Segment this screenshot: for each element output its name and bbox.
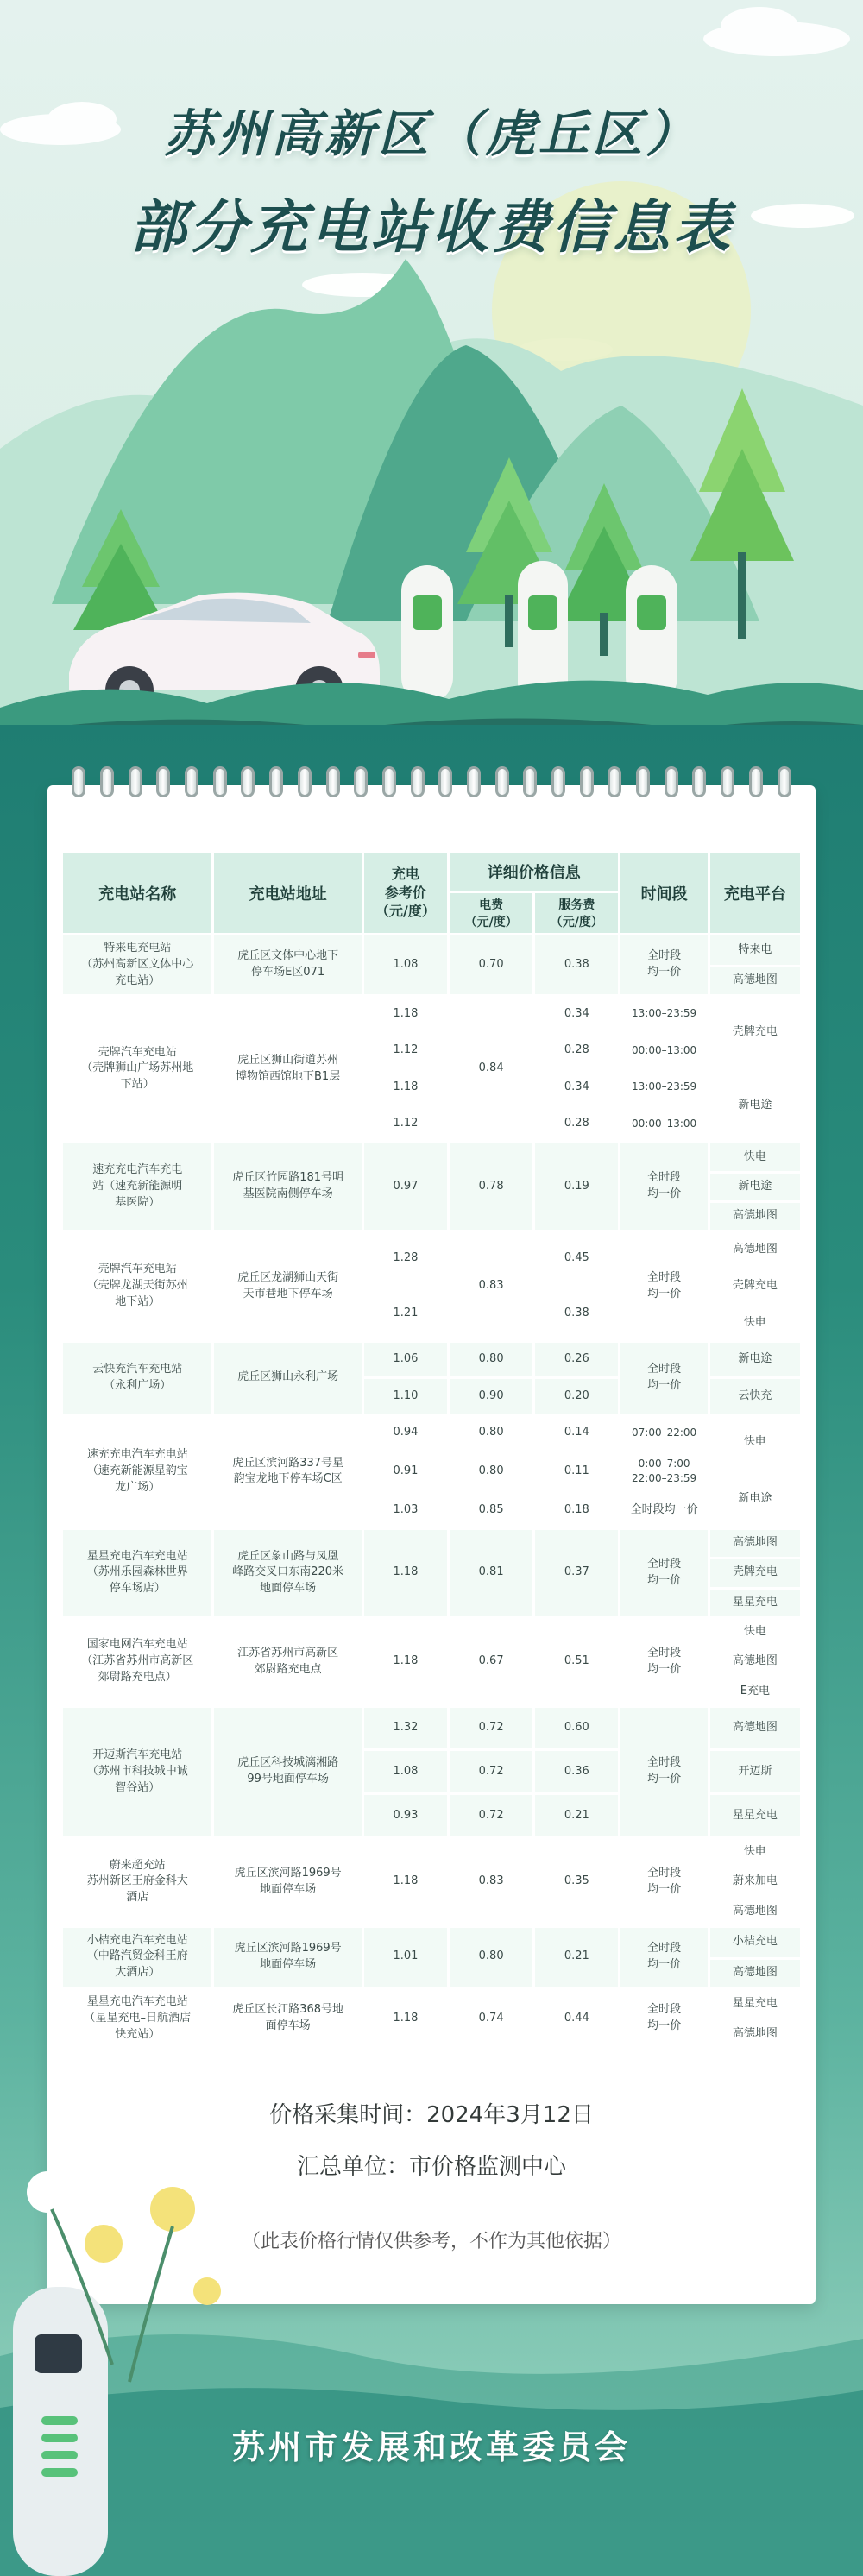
ref-price: 1.18 [364,1070,447,1105]
station-name: 壳牌汽车充电站 （壳牌狮山广场苏州地 下站） [63,997,211,1141]
time-period: 0:00–7:00 22:00–23:59 [620,1452,707,1490]
time-period: 全时段 均一价 [620,935,707,994]
charging-platform: 高德地图 [710,1203,800,1230]
charging-platform: E充电 [710,1678,800,1704]
station-name: 星星充电汽车充电站 （星星充电–日航酒店 快充站） [63,1989,211,2048]
elec-price: 0.80 [450,1452,532,1490]
charging-platform: 高德地图 [710,1232,800,1267]
time-period: 全时段 均一价 [620,1619,707,1705]
table-row [63,935,800,965]
binder-ring [354,766,368,797]
table-row [63,1530,800,1557]
ref-price: 1.12 [364,1107,447,1142]
binder-ring [269,766,283,797]
binder-ring [213,766,227,797]
binder-rings [47,766,816,801]
binder-ring [778,766,791,797]
charging-platform: 高德地图 [710,1530,800,1557]
time-period: 13:00–23:59 [620,997,707,1031]
binder-ring [721,766,734,797]
charging-platform: 小桔充电 [710,1928,800,1957]
service-price: 0.28 [535,1034,618,1068]
ref-price: 1.32 [364,1708,447,1749]
col-header-service: 服务费 （元/度） [535,893,618,933]
charging-platform: 快电 [710,1306,800,1340]
station-address: 虎丘区科技城漓湘路 99号地面停车场 [214,1708,361,1836]
page-title-line1: 苏州高新区（虎丘区） [163,104,699,163]
page-title-line2: 部分充电站收费信息表 [129,194,734,261]
elec-price: 0.84 [450,997,532,1141]
ref-price: 0.97 [364,1143,447,1230]
service-price: 0.18 [535,1493,618,1527]
charging-platform: 新电途 [710,1174,800,1200]
station-address: 虎丘区滨河路1969号 地面停车场 [214,1839,361,1925]
service-price: 0.51 [535,1619,618,1705]
binder-ring [580,766,594,797]
service-price: 0.60 [535,1708,618,1749]
ref-price: 1.01 [364,1928,447,1987]
station-address: 江苏省苏州市高新区 郊尉路充电点 [214,1619,361,1705]
elec-price: 0.74 [450,1989,532,2048]
table-row [63,1416,800,1432]
table-row [63,1232,800,1248]
col-header-time: 时间段 [620,853,707,933]
binder-ring [551,766,565,797]
charging-platform: 特来电 [710,935,800,965]
elec-price: 0.70 [450,935,532,994]
col-header-detail: 详细价格信息 [450,853,618,891]
charging-platform: 新电途 [710,1471,800,1527]
time-period: 全时段 均一价 [620,1343,707,1414]
service-price: 0.38 [535,1288,618,1340]
time-period: 13:00–23:59 [620,1070,707,1105]
time-period: 00:00–13:00 [620,1107,707,1142]
station-address: 虎丘区龙湖狮山天街 天市巷地下停车场 [214,1232,361,1340]
charging-platform: 壳牌充电 [710,997,800,1068]
charging-platform: 开迈斯 [710,1751,800,1792]
station-name: 速充充电汽车充电 站（速充新能源明 基医院） [63,1143,211,1230]
elec-price: 0.85 [450,1493,532,1527]
service-price: 0.19 [535,1143,618,1230]
binder-ring [156,766,170,797]
col-header-elec: 电费 （元/度） [450,893,532,933]
ref-price: 1.12 [364,1034,447,1068]
binder-ring [692,766,706,797]
station-name: 蔚来超充站 苏州新区王府金科大 酒店 [63,1839,211,1925]
time-period: 全时段 均一价 [620,1708,707,1836]
binder-ring [636,766,650,797]
station-name: 国家电网汽车充电站 （江苏省苏州市高新区 郊尉路充电点） [63,1619,211,1705]
charging-platform: 新电途 [710,1070,800,1141]
col-header-ref-price: 充电 参考价 （元/度） [364,853,447,933]
elec-price: 0.72 [450,1708,532,1749]
station-name: 星星充电汽车充电站 （苏州乐园森林世界 停车场店） [63,1530,211,1616]
station-name: 壳牌汽车充电站 （壳牌龙湖天街苏州 地下站） [63,1232,211,1340]
service-price: 0.45 [535,1232,618,1285]
charging-platform: 云快充 [710,1379,800,1414]
table-row [63,1839,800,1866]
charging-platform: 高德地图 [710,967,800,994]
charging-platform: 壳牌充电 [710,1559,800,1586]
station-address: 虎丘区长江路368号地 面停车场 [214,1989,361,2048]
charging-platform: 快电 [710,1416,800,1469]
ref-price: 1.21 [364,1288,447,1340]
binder-ring [72,766,85,797]
ref-price: 1.08 [364,935,447,994]
elec-price: 0.72 [450,1751,532,1792]
charging-platform: 高德地图 [710,1648,800,1675]
elec-price: 0.83 [450,1232,532,1340]
station-name: 特来电充电站 （苏州高新区文体中心 充电站） [63,935,211,994]
summary-unit: 汇总单位：市价格监测中心 [296,2154,566,2180]
service-price: 0.37 [535,1530,618,1616]
binder-ring [495,766,509,797]
table-row [63,1708,800,1720]
station-address: 虎丘区狮山永利广场 [214,1343,361,1414]
charging-platform: 星星充电 [710,1590,800,1616]
ref-price: 1.10 [364,1379,447,1414]
organization-name: 苏州市发展和改革委员会 [231,2428,631,2466]
elec-price: 0.83 [450,1839,532,1925]
ref-price: 0.91 [364,1452,447,1490]
table-row [63,1989,800,2019]
station-address: 虎丘区滨河路337号星 韵宝龙地下停车场C区 [214,1416,361,1527]
time-period: 全时段均一价 [620,1493,707,1527]
service-price: 0.21 [535,1795,618,1836]
station-address: 虎丘区文体中心地下 停车场E区071 [214,935,361,994]
station-name: 云快充汽车充电站 （永利广场） [63,1343,211,1414]
service-price: 0.14 [535,1416,618,1451]
table-row [63,1619,800,1646]
service-price: 0.28 [535,1107,618,1142]
time-period: 00:00–13:00 [620,1034,707,1068]
ref-price: 1.18 [364,1989,447,2048]
station-address: 虎丘区狮山街道苏州 博物馆西馆地下B1层 [214,997,361,1141]
charging-platform: 星星充电 [710,1795,800,1836]
station-address: 虎丘区竹园路181号明 基医院南侧停车场 [214,1143,361,1230]
time-period: 全时段 均一价 [620,1928,707,1987]
ref-price: 1.08 [364,1751,447,1792]
col-header-name: 充电站名称 [63,853,211,933]
charging-platform: 高德地图 [710,1898,800,1924]
elec-price: 0.78 [450,1143,532,1230]
charging-platform: 快电 [710,1839,800,1866]
ref-price: 0.94 [364,1416,447,1451]
binder-ring [298,766,312,797]
table-row [63,1343,800,1358]
charging-platform: 快电 [710,1619,800,1646]
binder-ring [438,766,452,797]
elec-price: 0.72 [450,1795,532,1836]
binder-ring [608,766,621,797]
service-price: 0.38 [535,935,618,994]
table-row [63,1143,800,1170]
station-name: 速充充电汽车充电站 （速充新能源星韵宝 龙广场） [63,1416,211,1527]
charging-platform: 蔚来加电 [710,1868,800,1895]
binder-ring [326,766,340,797]
table-row [63,997,800,1012]
charging-platform: 高德地图 [710,1708,800,1749]
station-name: 小桔充电汽车充电站 （中路汽贸金科王府 大酒店） [63,1928,211,1987]
charging-platform: 高德地图 [710,1960,800,1987]
station-name: 开迈斯汽车充电站 （苏州市科技城中诚 智谷站） [63,1708,211,1836]
binder-ring [100,766,114,797]
collect-time: 价格采集时间：2024年3月12日 [269,2102,594,2128]
ref-price: 1.18 [364,1839,447,1925]
service-price: 0.34 [535,1070,618,1105]
table-body [63,935,800,2048]
service-price: 0.44 [535,1989,618,2048]
time-period: 全时段 均一价 [620,1530,707,1616]
station-address: 虎丘区滨河路1969号 地面停车场 [214,1928,361,1987]
ref-price: 0.93 [364,1795,447,1836]
charging-platform: 快电 [710,1143,800,1170]
elec-price: 0.80 [450,1416,532,1451]
elec-price: 0.81 [450,1530,532,1616]
service-price: 0.26 [535,1343,618,1377]
service-price: 0.36 [535,1751,618,1792]
elec-price: 0.80 [450,1928,532,1987]
col-header-address: 充电站地址 [214,853,361,933]
binder-ring [129,766,142,797]
price-table [60,850,803,2050]
station-address: 虎丘区象山路与凤凰 峰路交叉口东南220米 地面停车场 [214,1530,361,1616]
bottom-illustration [0,2157,863,2576]
binder-ring [467,766,481,797]
time-period: 07:00–22:00 [620,1416,707,1451]
table-row [63,1928,800,1957]
binder-ring [523,766,537,797]
ref-price: 1.18 [364,997,447,1031]
time-period: 全时段 均一价 [620,1232,707,1340]
service-price: 0.21 [535,1928,618,1987]
charging-platform: 高德地图 [710,2021,800,2048]
charging-platform: 星星充电 [710,1989,800,2019]
ref-price: 1.03 [364,1493,447,1527]
service-price: 0.34 [535,997,618,1031]
charging-platform: 新电途 [710,1343,800,1377]
service-price: 0.11 [535,1452,618,1490]
col-header-platform: 充电平台 [710,853,800,933]
time-period: 全时段 均一价 [620,1143,707,1230]
time-period: 全时段 均一价 [620,1839,707,1925]
hero-illustration [0,0,863,759]
elec-price: 0.67 [450,1619,532,1705]
elec-price: 0.90 [450,1379,532,1414]
service-price: 0.35 [535,1839,618,1925]
binder-ring [749,766,763,797]
binder-ring [411,766,425,797]
binder-ring [665,766,678,797]
time-period: 全时段 均一价 [620,1989,707,2048]
ref-price: 1.28 [364,1232,447,1285]
charging-platform: 壳牌充电 [710,1269,800,1304]
service-price: 0.20 [535,1379,618,1414]
ref-price: 1.06 [364,1343,447,1377]
binder-ring [382,766,396,797]
ref-price: 1.18 [364,1530,447,1616]
elec-price: 0.80 [450,1343,532,1377]
binder-ring [241,766,255,797]
disclaimer-note: （此表价格行情仅供参考，不作为其他依据） [241,2231,621,2252]
binder-ring [185,766,198,797]
ref-price: 1.18 [364,1619,447,1705]
